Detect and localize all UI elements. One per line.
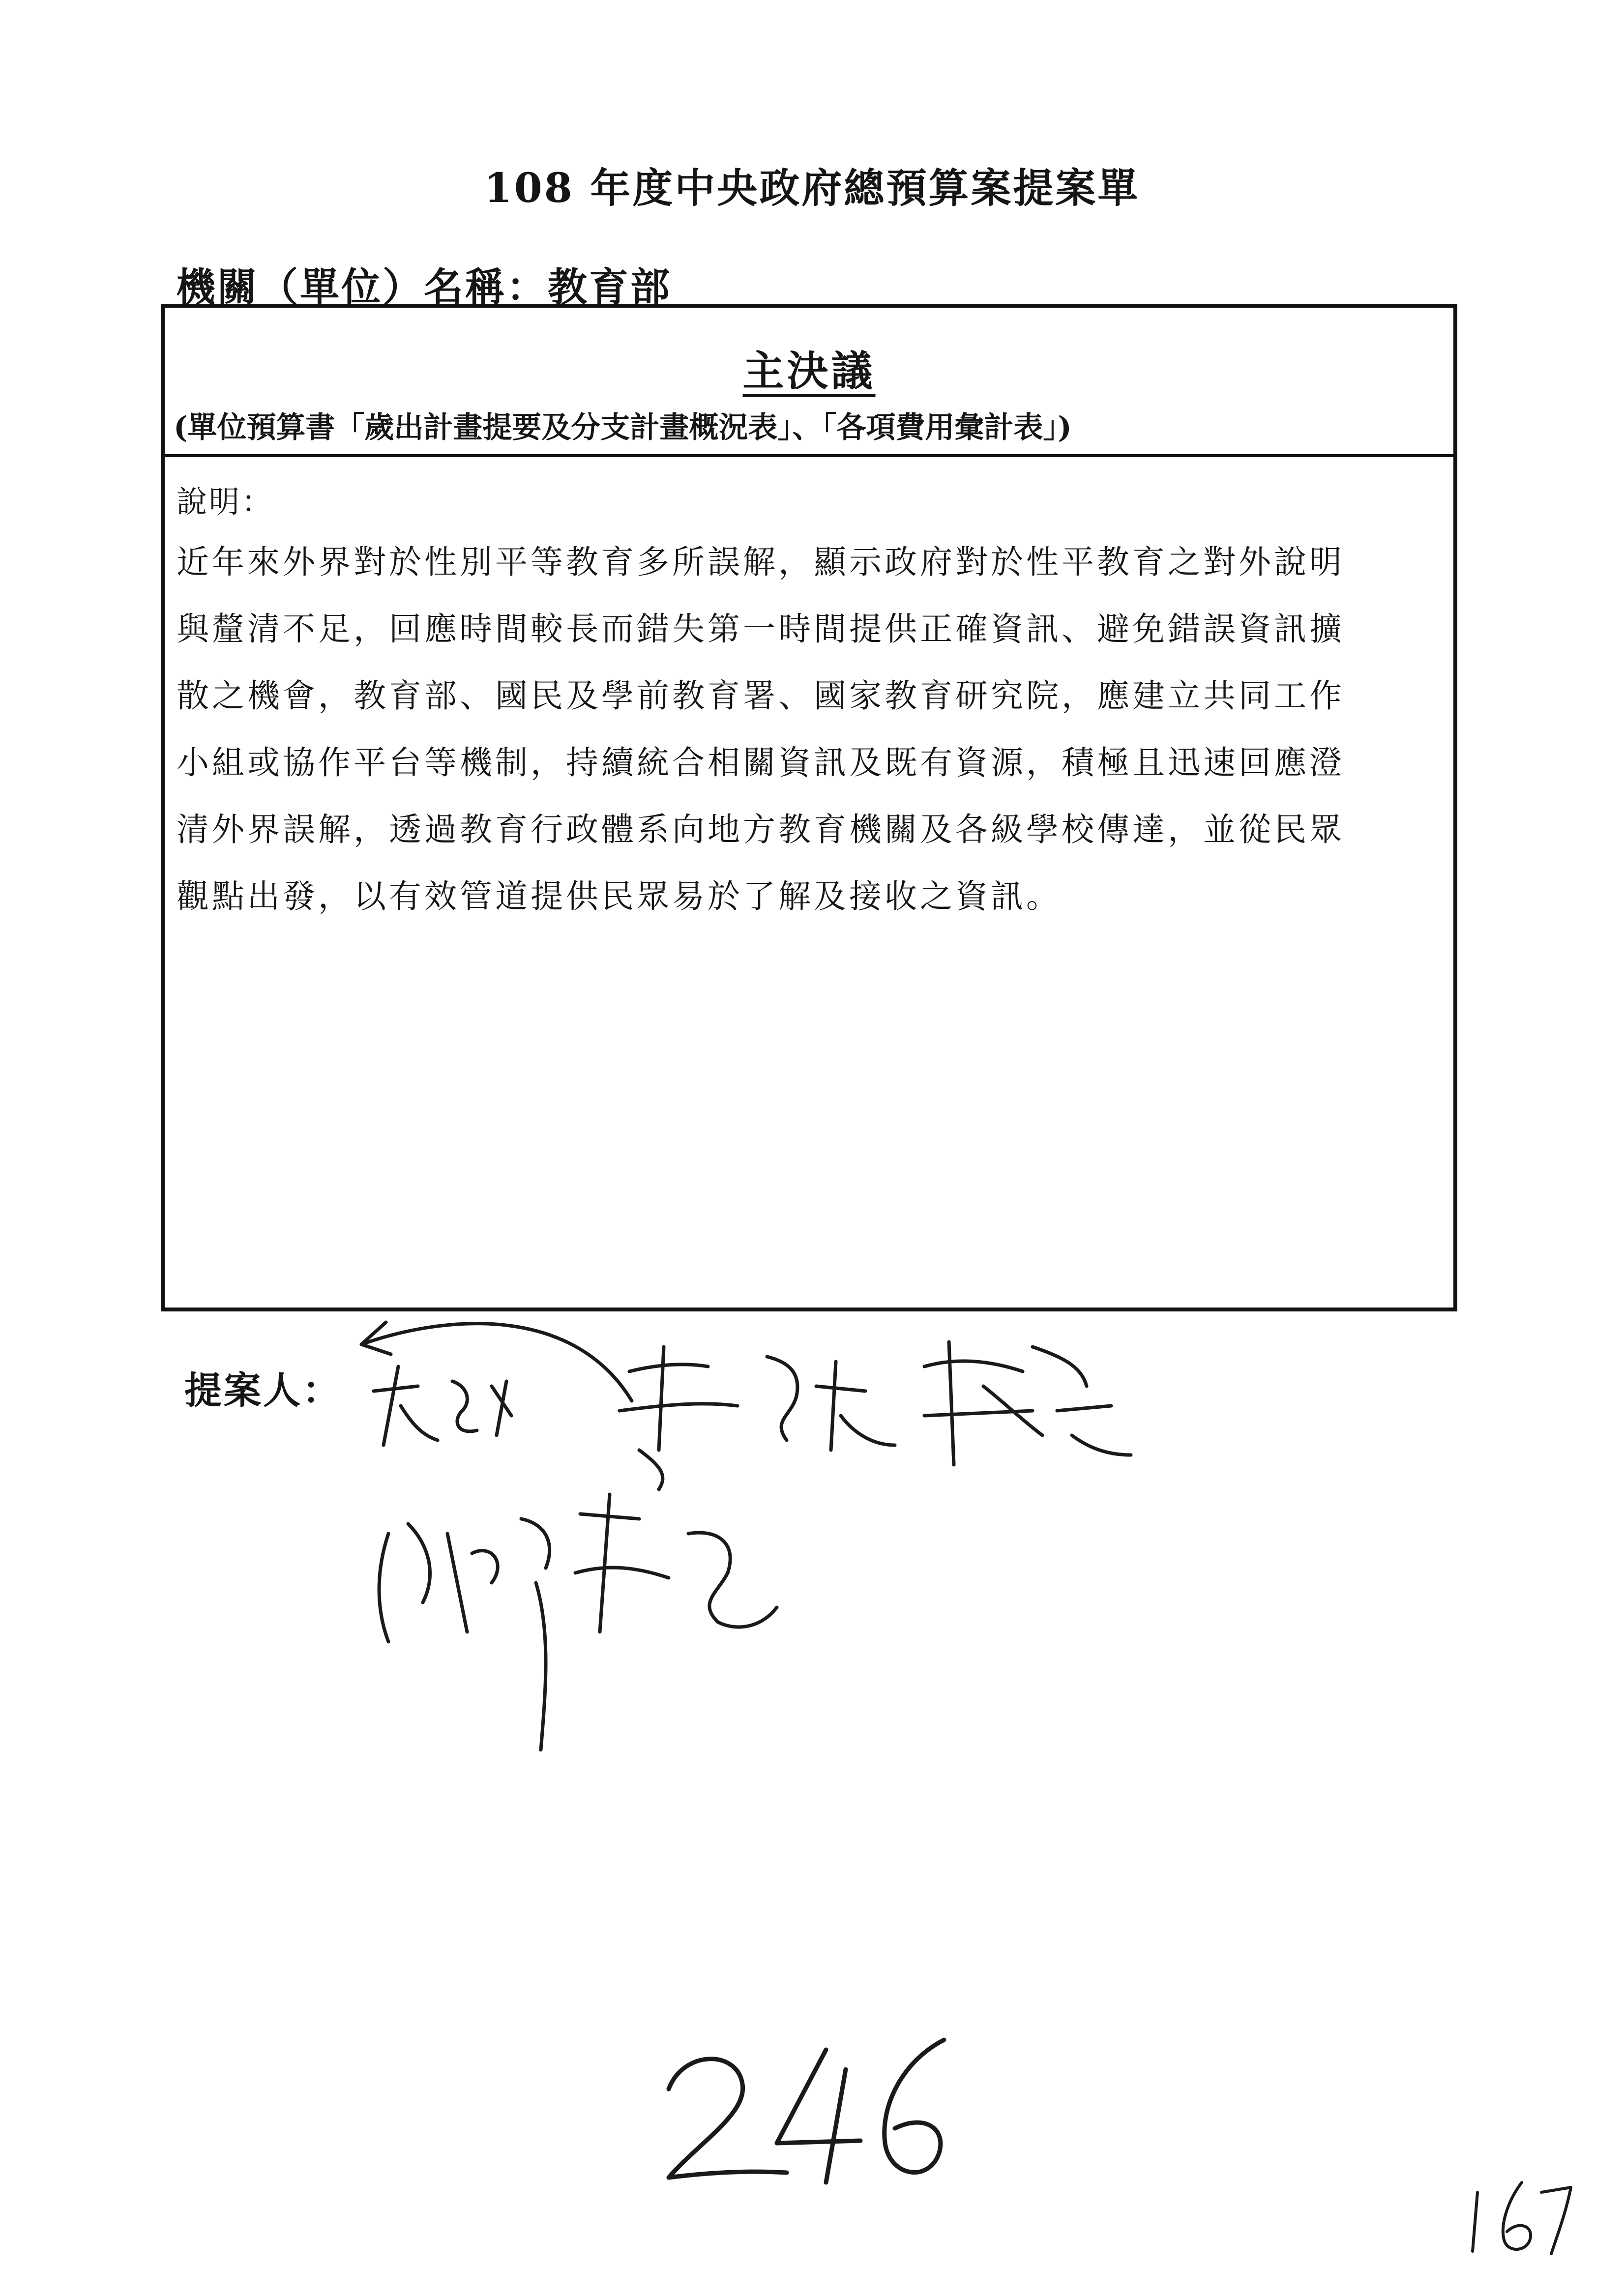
margin-number-digit-7 (1541, 2187, 1571, 2254)
signature-fourth-name (379, 1494, 777, 1750)
page-number-digit-4 (777, 2050, 860, 2182)
proposal-box (161, 304, 1457, 1311)
agency-label: 機關（單位）名稱： (176, 264, 548, 310)
explanation-label: 說明： (177, 484, 274, 520)
page-number-digit-6 (885, 2040, 944, 2172)
signature-second-name (620, 1347, 895, 1489)
explanation-line: 清外界誤解，透過教育行政體系向地方教育機關及各級學校傳達，並從民眾 (177, 811, 1345, 848)
explanation-line: 近年來外界對於性別平等教育多所誤解，顯示政府對於性平教育之對外說明 (177, 543, 1345, 581)
main-resolution-heading (165, 338, 1453, 398)
explanation-line: 觀點出發，以有效管道提供民眾易於了解及接收之資訊。 (177, 877, 1062, 915)
proposer-label: 提案人： (184, 1368, 342, 1412)
margin-number-digit-1 (1473, 2192, 1477, 2251)
margin-number-digit-6 (1503, 2182, 1531, 2249)
explanation-line: 與釐清不足，回應時間較長而錯失第一時間提供正確資訊、避免錯誤資訊擴 (177, 610, 1345, 648)
handwritten-margin-number (1468, 2173, 1576, 2256)
document-title: 108 年度中央政府總預算案提案單 (484, 165, 1140, 212)
explanation-line: 小組或協作平台等機制，持續統合相關資訊及既有資源，積極且迅速回應澄 (177, 744, 1345, 782)
explanation-line: 散之機會，教育部、國民及學前教育署、國家教育研究院，應建立共同工作 (177, 677, 1345, 715)
agency-name: 教育部 (548, 264, 672, 310)
handwritten-signatures (344, 1288, 1180, 1779)
explanation-body (177, 529, 1440, 930)
handwritten-page-number (649, 2030, 954, 2192)
heading-divider (165, 454, 1453, 457)
signature-third-name (924, 1342, 1131, 1465)
budget-reference-note: (單位預算書「歲出計畫提要及分支計畫概況表」、「各項費用彙計表」) (174, 410, 1072, 445)
main-resolution-heading-text: 主決議 (742, 347, 876, 395)
signature-first-name (374, 1366, 511, 1445)
page-number-digit-2 (669, 2059, 787, 2178)
